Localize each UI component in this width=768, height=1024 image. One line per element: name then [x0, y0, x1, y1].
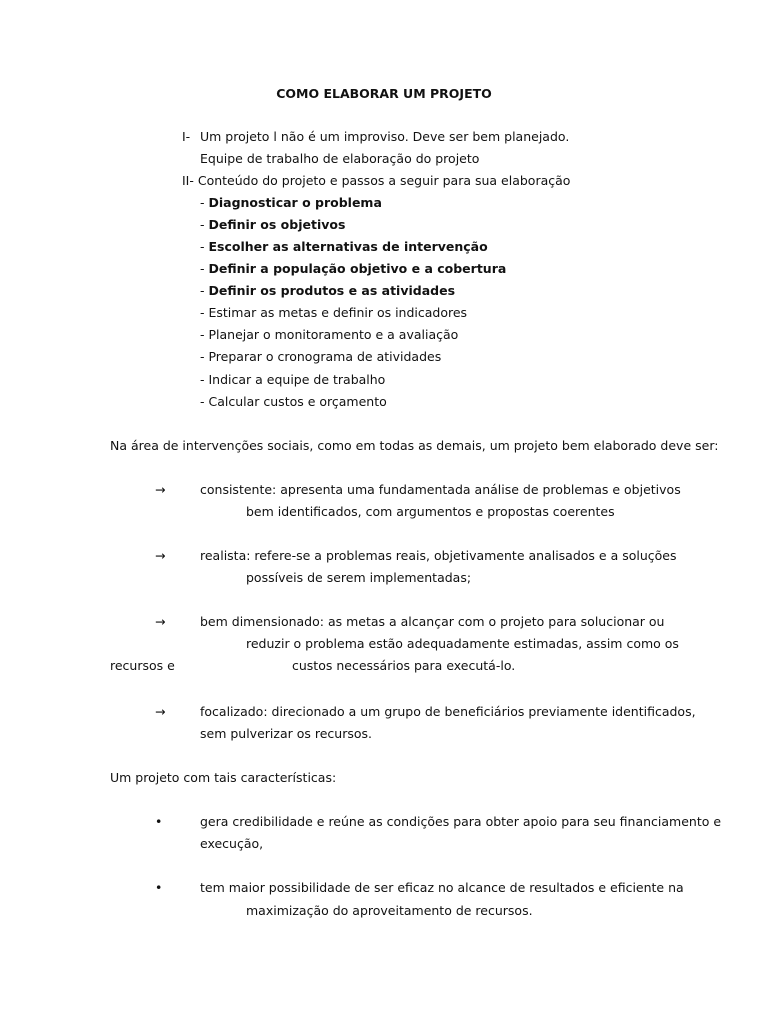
- quality-sized-line-2: reduzir o problema estão adequadamente estimadas, assim como os: [246, 636, 679, 651]
- step-text: Definir a população objetivo e a cobertura: [208, 261, 507, 276]
- benefit-credibility-line-1: gera credibilidade e reúne as condições para obter apoio para seu financiamento e: [200, 814, 722, 829]
- step-item: - Preparar o cronograma de atividades: [200, 349, 442, 364]
- section-1-marker: I-: [182, 129, 191, 144]
- quality-realistic-line-1: realista: refere-se a problemas reais, objetivamente analisados e a soluções: [200, 548, 677, 563]
- step-item: - Estimar as metas e definir os indicadores: [200, 305, 468, 320]
- step-text: Preparar o cronograma de atividades: [208, 349, 442, 364]
- section-1-line-2: Equipe de trabalho de elaboração do projeto: [200, 151, 480, 166]
- step-item: - Definir os produtos e as atividades: [200, 283, 456, 298]
- step-item: - Escolher as alternativas de intervenção: [200, 239, 488, 254]
- quality-consistent-line-1: consistente: apresenta uma fundamentada análise de problemas e objetivos: [200, 482, 681, 497]
- step-item: - Definir os objetivos: [200, 217, 346, 232]
- benefit-credibility-line-2: execução,: [200, 836, 264, 851]
- arrow-icon: →: [155, 548, 166, 563]
- step-text: Calcular custos e orçamento: [208, 394, 387, 409]
- benefit-efficacy-line-2: maximização do aproveitamento de recursos.: [246, 903, 533, 918]
- quality-sized-line-1: bem dimensionado: as metas a alcançar com o projeto para solucionar ou: [200, 614, 665, 629]
- step-text: Indicar a equipe de trabalho: [208, 372, 386, 387]
- quality-focused-line-2: sem pulverizar os recursos.: [200, 726, 372, 741]
- quality-consistent-line-2: bem identificados, com argumentos e propostas coerentes: [246, 504, 615, 519]
- arrow-icon: →: [155, 614, 166, 629]
- step-text: Definir os objetivos: [208, 217, 346, 232]
- intro-paragraph: Na área de intervenções sociais, como em todas as demais, um projeto bem elaborado deve ser:: [110, 438, 719, 453]
- quality-focused-line-1: focalizado: direcionado a um grupo de beneficiários previamente identificados,: [200, 704, 696, 719]
- bullet-icon: •: [155, 814, 163, 829]
- quality-sized-line-3b: custos necessários para executá-lo.: [292, 658, 516, 673]
- step-item: - Indicar a equipe de trabalho: [200, 372, 386, 387]
- quality-sized-line-3a: recursos e: [110, 658, 175, 673]
- step-text: Estimar as metas e definir os indicadores: [208, 305, 468, 320]
- step-text: Escolher as alternativas de intervenção: [208, 239, 488, 254]
- quality-realistic-line-2: possíveis de serem implementadas;: [246, 570, 472, 585]
- arrow-icon: →: [155, 704, 166, 719]
- summary-paragraph: Um projeto com tais características:: [110, 770, 337, 785]
- arrow-icon: →: [155, 482, 166, 497]
- section-2-heading: II- Conteúdo do projeto e passos a seguir para sua elaboração: [182, 173, 571, 188]
- step-item: - Calcular custos e orçamento: [200, 394, 387, 409]
- step-item: - Definir a população objetivo e a cobertura: [200, 261, 507, 276]
- section-1-line-1: Um projeto l não é um improviso. Deve ser bem planejado.: [200, 129, 570, 144]
- benefit-efficacy-line-1: tem maior possibilidade de ser eficaz no alcance de resultados e eficiente na: [200, 880, 684, 895]
- step-item: - Diagnosticar o problema: [200, 195, 382, 210]
- bullet-icon: •: [155, 880, 163, 895]
- document-title: COMO ELABORAR UM PROJETO: [276, 86, 492, 101]
- step-text: Diagnosticar o problema: [208, 195, 382, 210]
- step-item: - Planejar o monitoramento e a avaliação: [200, 327, 459, 342]
- step-text: Definir os produtos e as atividades: [208, 283, 456, 298]
- step-text: Planejar o monitoramento e a avaliação: [208, 327, 459, 342]
